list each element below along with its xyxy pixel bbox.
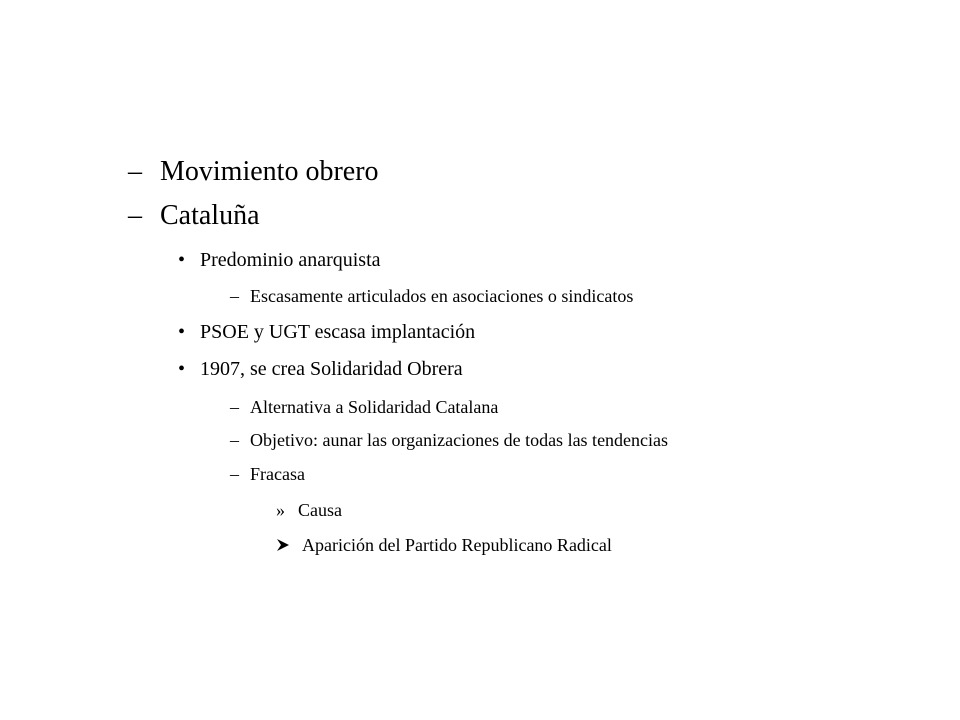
list-item-psoe-ugt: PSOE y UGT escasa implantación (200, 321, 476, 343)
dash-bullet: – (230, 430, 239, 450)
heading-movimiento-obrero: Movimiento obrero (160, 156, 379, 187)
dash-bullet: – (230, 286, 239, 306)
list-item-alternativa: Alternativa a Solidaridad Catalana (250, 397, 499, 417)
dash-bullet: – (230, 397, 239, 417)
arrow-bullet-icon (276, 538, 290, 552)
list-item-fracasa: Fracasa (250, 464, 305, 484)
dot-bullet: • (178, 358, 186, 380)
dash-bullet: – (230, 464, 239, 484)
dot-bullet: • (178, 321, 186, 343)
list-item-objetivo: Objetivo: aunar las organizaciones de todas las tendencias (250, 430, 669, 450)
list-item-causa: Causa (298, 500, 342, 520)
heading-cataluna: Cataluña (160, 200, 260, 231)
list-item-escasamente: Escasamente articulados en asociaciones o sindicatos (250, 286, 634, 306)
list-item-solidaridad-obrera: 1907, se crea Solidaridad Obrera (200, 358, 463, 380)
chevron-bullet: » (276, 500, 285, 520)
list-item-aparicion: Aparición del Partido Republicano Radical (302, 535, 612, 555)
list-item-predominio: Predominio anarquista (200, 249, 381, 271)
dash-bullet: – (128, 200, 142, 231)
dash-bullet: – (128, 156, 142, 187)
dot-bullet: • (178, 249, 186, 271)
